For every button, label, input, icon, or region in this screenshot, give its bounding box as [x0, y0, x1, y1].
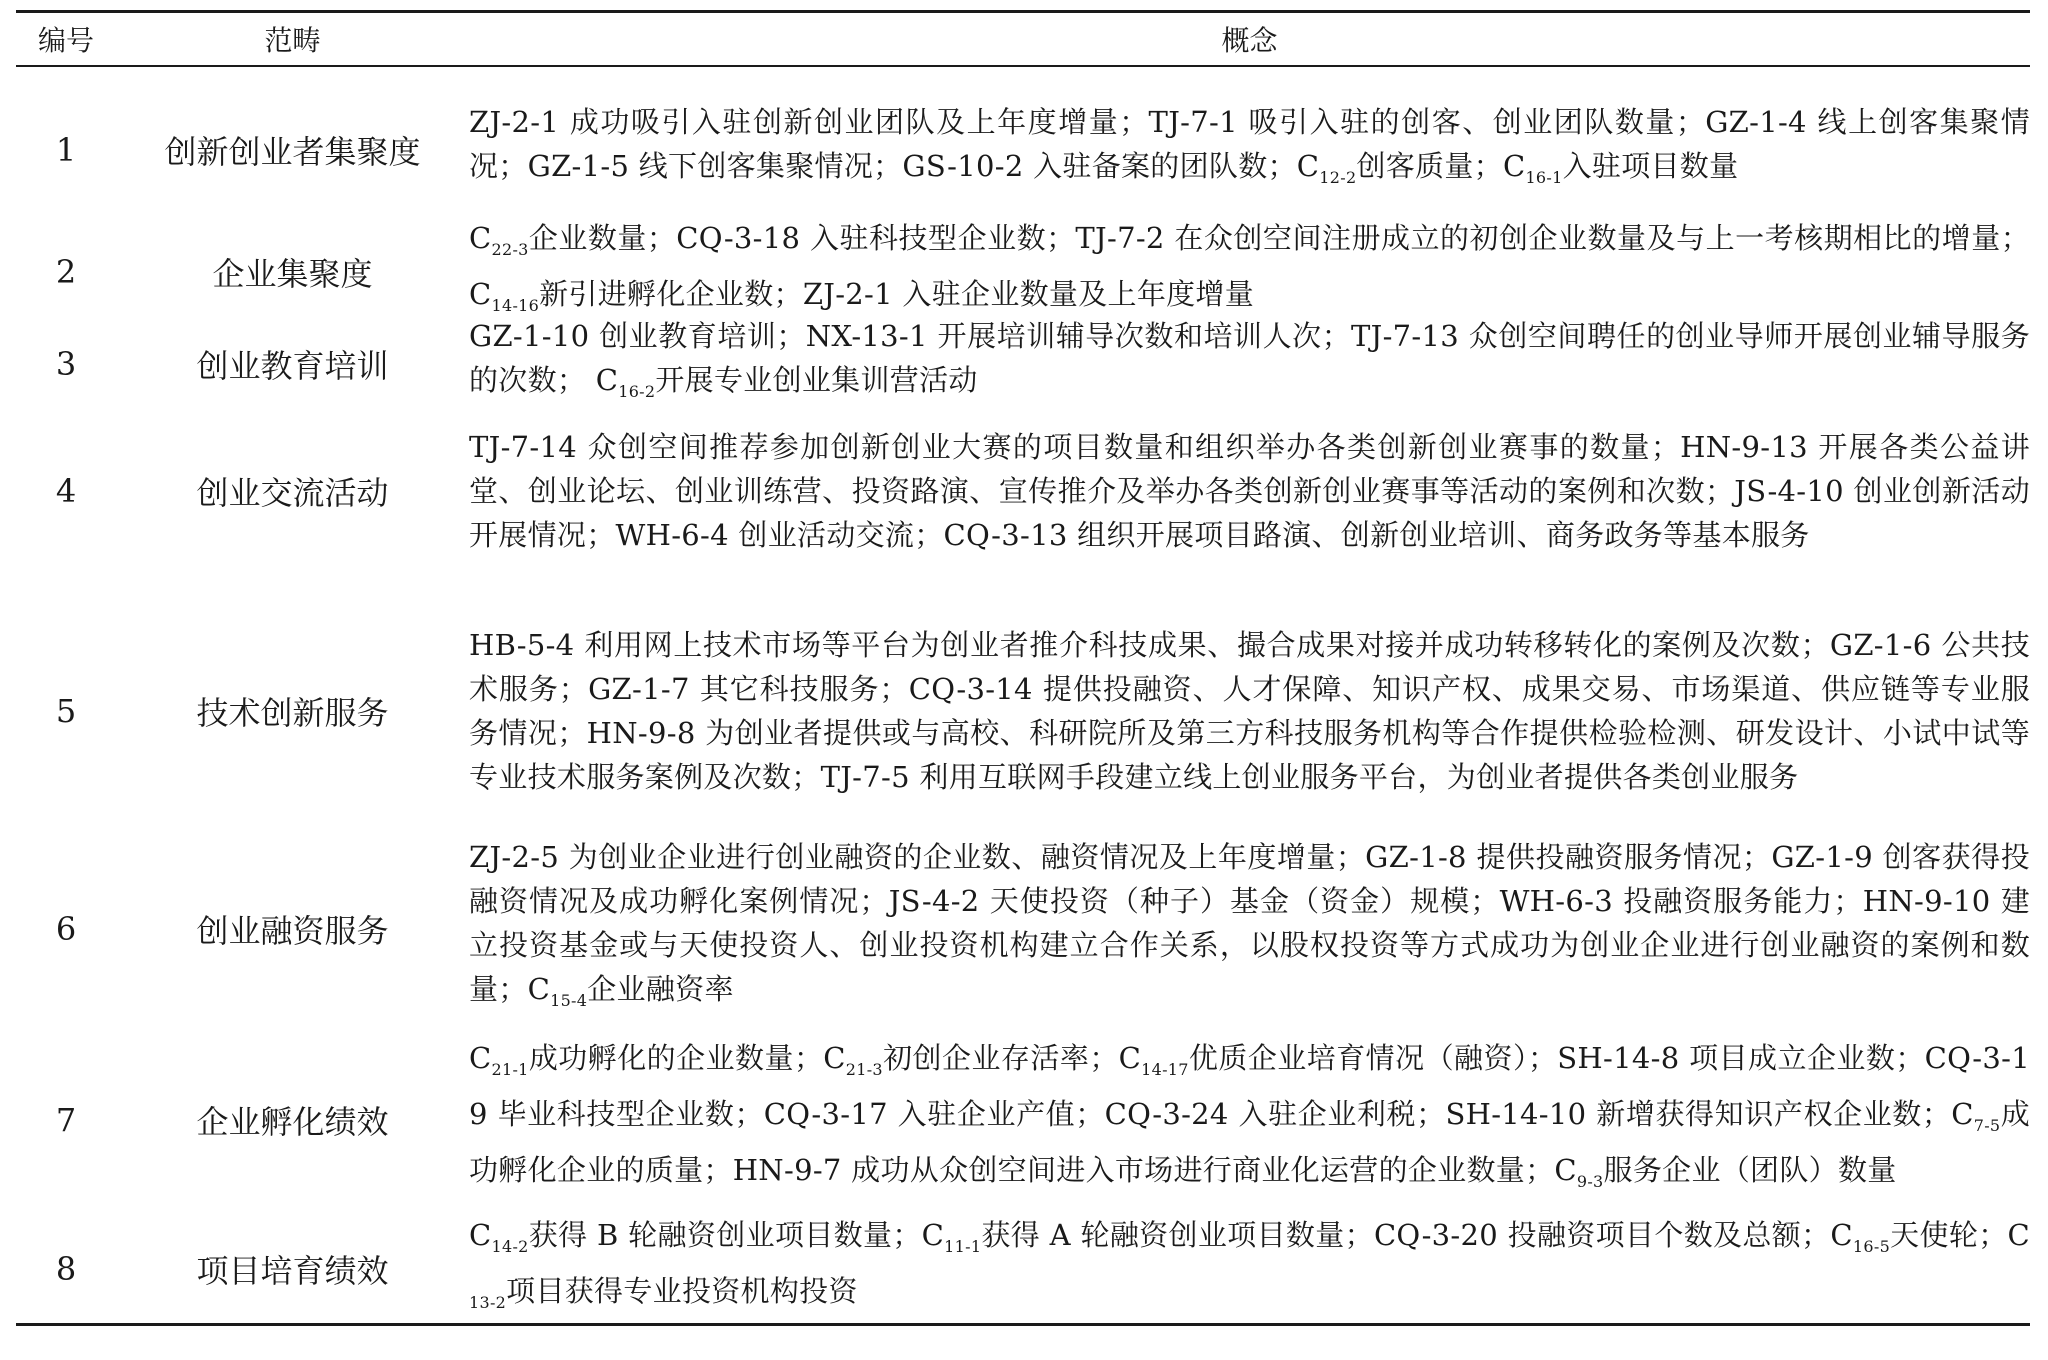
- concept-text: C: [469, 1218, 492, 1253]
- table-body: [16, 67, 2030, 1313]
- table-row: [16, 403, 2030, 579]
- row-concept: [469, 216, 2030, 328]
- table-row: [16, 319, 2030, 403]
- row-concept: [469, 100, 2030, 200]
- concept-text: 获得 B 轮融资创业项目数量；C: [528, 1218, 945, 1253]
- concept-subscript: 13-2: [469, 1292, 507, 1312]
- table-row: [16, 219, 2030, 325]
- concept-subscript: 16-2: [618, 381, 656, 401]
- table-row: [16, 579, 2030, 843]
- table-row: [16, 840, 2030, 1015]
- concept-text: HB-5-4 利用网上技术市场等平台为创业者推介科技成果、撮合成果对接并成功转移转化的案例及次数；GZ-1-6 公共技术服务；GZ-1-7 其它科技服务；CQ-3-14 提供投融资、人才保障、知识产权、成果交易、市场渠道、供应链等专业服务情况；HN-9-8 为创业者提供或与高校、科研院所及第三方科技服务机构等合作提供检验检测、研发设计、小试中试等专业技术服务案例及次数；TJ-7-5 利用互联网手段建立线上创业服务平台，为创业者提供各类创业服务: [469, 628, 2030, 794]
- concept-text: 入驻项目数量: [1562, 149, 1739, 184]
- header-no: 编号: [37, 24, 94, 57]
- concept-text: 天使轮；C: [1890, 1218, 2030, 1253]
- concept-subscript: 16-1: [1525, 167, 1563, 187]
- concept-subscript: 21-1: [491, 1060, 529, 1080]
- concept-text: ZJ-2-1 成功吸引入驻创新创业团队及上年度增量；TJ-7-1 吸引入驻的创客、创业团队数量；GZ-1-4 线上创客集聚情况；GZ-1-5 线下创客集聚情况；GS-10-2 入驻备案的团队数；C: [469, 105, 2030, 184]
- row-category: 创业交流活动: [196, 474, 389, 512]
- concept-text: 优质企业培育情况（融资）；SH-14-8 项目成立企业数；CQ-3-19 毕业科技型企业数；CQ-3-17 入驻企业产值；CQ-3-24 入驻企业利税；SH-14-10 新增获得知识产权企业数；C: [469, 1041, 2030, 1132]
- concept-text: 服务企业（团队）数量: [1603, 1152, 1897, 1187]
- row-category: 企业孵化绩效: [196, 1103, 389, 1141]
- row-concept: [469, 425, 2030, 557]
- concept-subscript: 12-2: [1319, 167, 1357, 187]
- row-no: 1: [55, 131, 77, 169]
- concept-text: 初创企业存活率；C: [882, 1041, 1142, 1076]
- concept-text: 项目获得专业投资机构投资: [506, 1274, 858, 1308]
- table-row: [16, 81, 2030, 219]
- row-concept: [469, 314, 2030, 414]
- concept-text: GZ-1-10 创业教育培训；NX-13-1 开展培训辅导次数和培训人次；TJ-7-13 众创空间聘任的创业导师开展创业辅导服务的次数； C: [469, 319, 2030, 398]
- concept-subscript: 22-3: [491, 240, 529, 259]
- row-no: 2: [55, 253, 77, 291]
- row-no: 5: [55, 692, 77, 730]
- concept-text: 企业融资率: [587, 972, 734, 1007]
- concept-subscript: 11-1: [944, 1237, 982, 1256]
- row-no: 8: [55, 1250, 77, 1288]
- concept-subscript: 16-5: [1852, 1237, 1891, 1256]
- concept-text: 获得 A 轮融资创业项目数量；CQ-3-20 投融资项目个数及总额；C: [981, 1218, 1853, 1253]
- concept-subscript: 9-3: [1576, 1171, 1604, 1191]
- concept-subscript: 14-2: [491, 1237, 529, 1256]
- concept-text: C: [469, 1041, 492, 1076]
- row-category: 创业教育培训: [196, 347, 389, 385]
- row-category: 创新创业者集聚度: [164, 133, 421, 171]
- row-concept: [469, 835, 2030, 1023]
- row-concept: [469, 1036, 2030, 1203]
- concept-subscript: 14-17: [1141, 1060, 1189, 1080]
- row-no: 6: [55, 910, 77, 948]
- concept-text: 企业数量；CQ-3-18 入驻科技型企业数；TJ-7-2 在众创空间注册成立的初创企业数量及与上一考核期相比的增量；C: [469, 221, 2030, 311]
- concept-subscript: 7-5: [1973, 1115, 2001, 1135]
- concept-text: 开展专业创业集训营活动: [655, 363, 978, 398]
- row-no: 4: [55, 472, 77, 510]
- concept-text: C: [469, 221, 492, 256]
- row-concept: [469, 1213, 2030, 1325]
- row-category: 企业集聚度: [212, 255, 373, 293]
- header-concept: 概念: [1221, 24, 1278, 57]
- table-header-row: [16, 13, 2030, 65]
- concept-text: ZJ-2-5 为创业企业进行创业融资的企业数、融资情况及上年度增量；GZ-1-8 提供投融资服务情况；GZ-1-9 创客获得投融资情况及成功孵化案例情况；JS-4-2 天使投资（种子）基金（资金）规模；WH-6-3 投融资服务能力；HN-9-10 建立投资基金或与天使投资人、创业投资机构建立合作关系，以股权投资等方式成功为创业企业进行创业融资的案例和数量；C: [469, 840, 2030, 1007]
- concept-text: TJ-7-14 众创空间推荐参加创新创业大赛的项目数量和组织举办各类创新创业赛事的数量；HN-9-13 开展各类公益讲堂、创业论坛、创业训练营、投资路演、宣传推介及举办各类创新创业赛事等活动的案例和次数；JS-4-10 创业创新活动开展情况；WH-6-4 创业活动交流；CQ-3-13 组织开展项目路演、创新创业培训、商务政务等基本服务: [469, 430, 2030, 552]
- header-category: 范畴: [264, 24, 321, 57]
- concept-table: [16, 10, 2030, 1326]
- row-category: 技术创新服务: [196, 694, 389, 732]
- table-row: [16, 1218, 2030, 1313]
- concept-text: 新引进孵化企业数；ZJ-2-1 入驻企业数量及上年度增量: [539, 277, 1255, 311]
- row-category: 创业融资服务: [196, 912, 389, 950]
- concept-text: 创客质量；C: [1356, 149, 1526, 184]
- row-category: 项目培育绩效: [196, 1252, 389, 1290]
- concept-subscript: 14-16: [491, 295, 540, 315]
- row-concept: [469, 623, 2030, 799]
- concept-subscript: 15-4: [550, 990, 588, 1010]
- concept-text: 成功孵化企业的质量；HN-9-7 成功从众创空间进入市场进行商业化运营的企业数量；C: [469, 1097, 2030, 1187]
- concept-subscript: 21-3: [845, 1060, 883, 1080]
- row-no: 7: [55, 1101, 77, 1139]
- concept-text: 成功孵化的企业数量；C: [528, 1041, 846, 1076]
- row-no: 3: [55, 345, 77, 383]
- table-row: [16, 1015, 2030, 1225]
